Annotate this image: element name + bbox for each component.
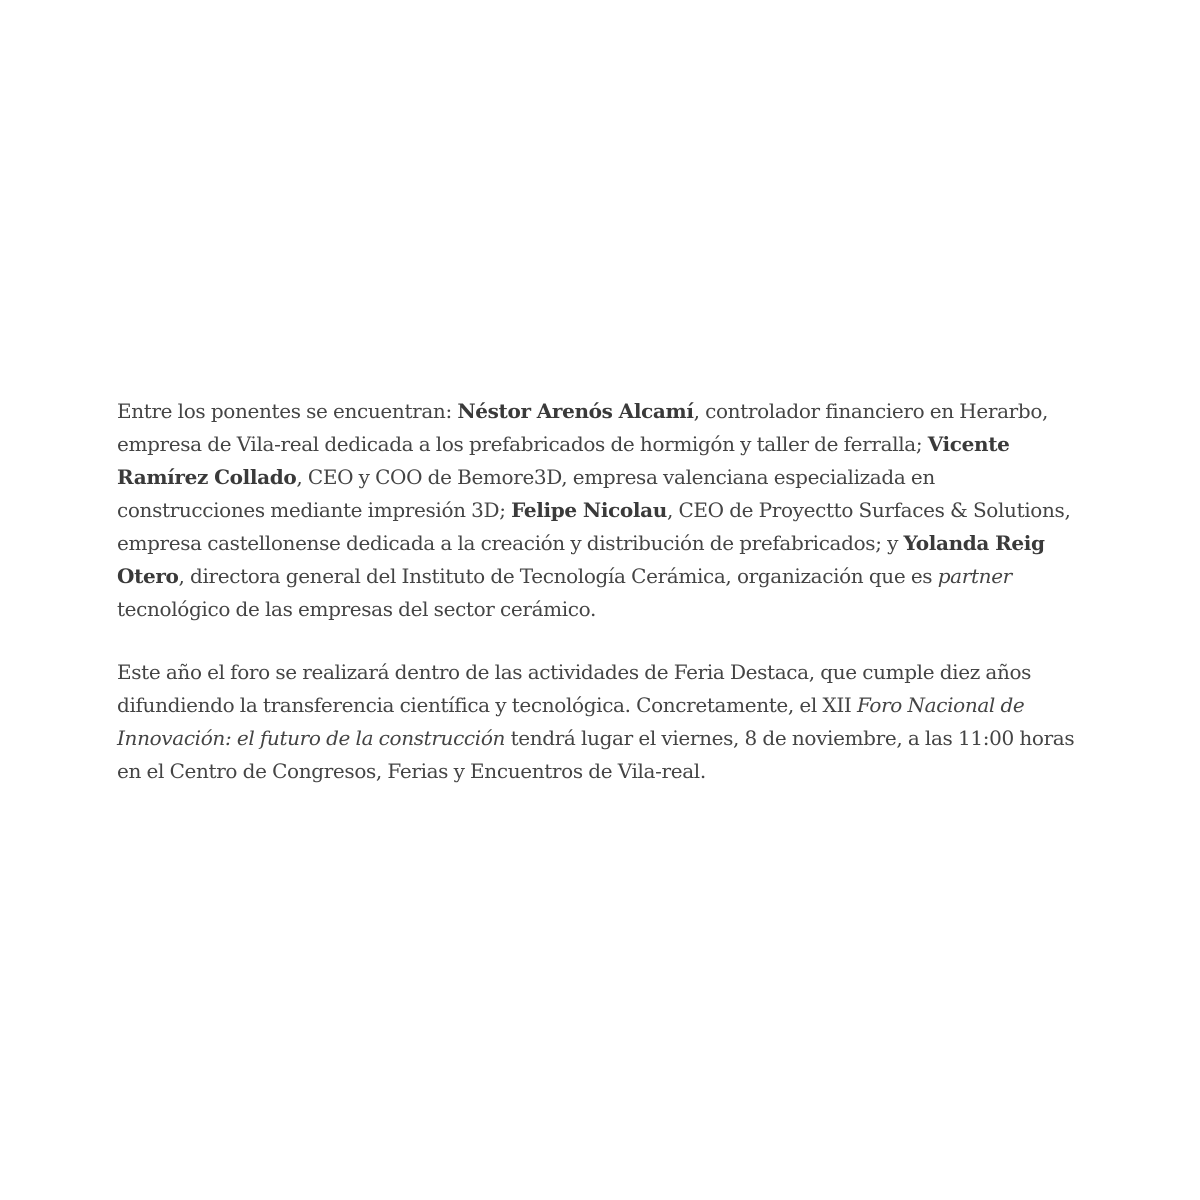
event-title: Foro Nacional de Innovación: el futuro de la construcción <box>117 693 1025 750</box>
text-segment: , CEO de Proyectto Surfaces & Solutions, empresa castellonense dedicada a la creación y distribución de prefabricados; y <box>117 498 1071 555</box>
text-segment: tendrá lugar el viernes, 8 de noviembre, a las 11:00 horas en el Centro de Congresos, Ferias y Encuentros de Vila-real. <box>117 726 1075 783</box>
speaker-name: Felipe Nicolau <box>511 498 667 522</box>
text-segment: , CEO y COO de Bemore3D, empresa valenciana especializada en construcciones mediante impresión 3D; <box>117 465 935 522</box>
paragraph-speakers <box>117 395 1087 626</box>
text-segment: tecnológico de las empresas del sector cerámico. <box>117 597 596 621</box>
italic-term: partner <box>937 564 1012 588</box>
article-body <box>117 395 1087 818</box>
speaker-name: Vicente Ramírez Collado <box>117 432 1010 489</box>
text-segment: Este año el foro se realizará dentro de las actividades de Feria Destaca, que cumple diez años difundiendo la transferencia científica y tecnológica. Concretamente, el XII <box>117 660 1032 717</box>
text-segment: , controlador financiero en Herarbo, empresa de Vila-real dedicada a los prefabricados de hormigón y taller de ferralla; <box>117 399 1049 456</box>
paragraph-event <box>117 656 1087 788</box>
speaker-name: Yolanda Reig Otero <box>117 531 1045 588</box>
text-segment: , directora general del Instituto de Tecnología Cerámica, organización que es <box>178 564 938 588</box>
text-segment: Entre los ponentes se encuentran: <box>117 399 458 423</box>
speaker-name: Néstor Arenós Alcamí <box>457 399 694 423</box>
